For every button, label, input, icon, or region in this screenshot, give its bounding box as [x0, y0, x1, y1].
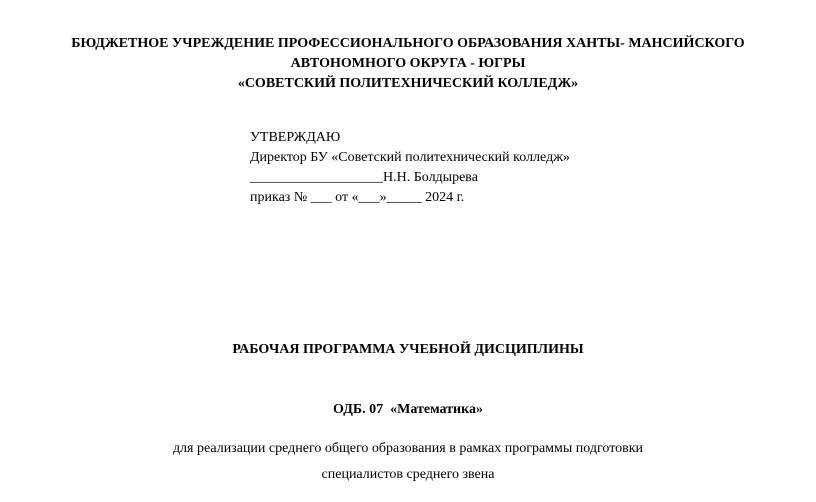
purpose-line-1: для реализации среднего общего образования в рамках программы подготовки	[172, 441, 644, 456]
approval-order: приказ № ___ от «___»_____ 2024 г.	[250, 190, 465, 205]
approval-block	[250, 128, 570, 208]
program-title: РАБОЧАЯ ПРОГРАММА УЧЕБНОЙ ДИСЦИПЛИНЫ	[232, 342, 584, 357]
approval-title: УТВЕРЖДАЮ	[250, 130, 341, 145]
institution-name-line-1: БЮДЖЕТНОЕ УЧРЕЖДЕНИЕ ПРОФЕССИОНАЛЬНОГО ОБРАЗОВАНИЯ ХАНТЫ- МАНСИЙСКОГО	[71, 36, 745, 51]
institution-name-line-2: АВТОНОМНОГО ОКРУГА - ЮГРЫ	[290, 56, 526, 71]
approval-position: Директор БУ «Советский политехнический колледж»	[250, 150, 570, 165]
institution-name-line-3: «СОВЕТСКИЙ ПОЛИТЕХНИЧЕСКИЙ КОЛЛЕДЖ»	[237, 76, 579, 91]
subject-title: ОДБ. 07 «Математика»	[333, 402, 483, 417]
institution-header	[0, 34, 816, 94]
approval-signature: ___________________Н.Н. Болдырева	[250, 170, 478, 185]
program-purpose	[0, 436, 816, 488]
purpose-line-2: специалистов среднего звена	[321, 467, 495, 482]
